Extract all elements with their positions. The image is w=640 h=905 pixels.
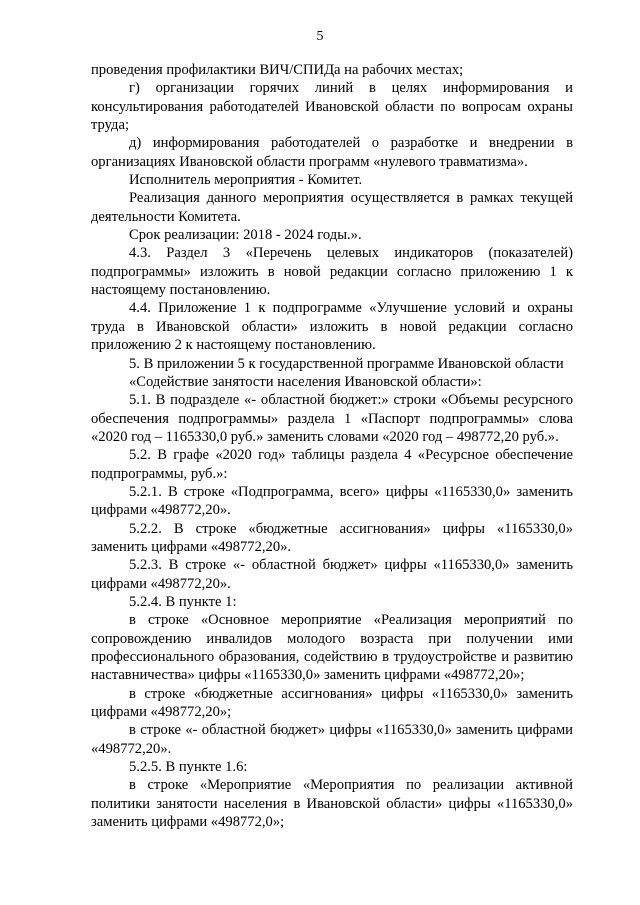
paragraph: 5. В приложении 5 к государственной программе Ивановской области <box>129 355 564 372</box>
paragraph: д) информирования работодателей о разработке и внедрении в организациях Ивановской области программ «нулевого травматизма». <box>91 135 573 170</box>
paragraph: 5.2.1. В строке «Подпрограмма, всего» цифры «1165330,0» заменить цифрами «498772,20». <box>91 483 573 519</box>
page-number: 5 <box>316 29 324 44</box>
paragraph: в строке «Основное мероприятие «Реализация мероприятий по сопровождению инвалидов молодого возраста при получении ими профессионального образования, содействию в трудоустройстве и развитию наставничества» цифры «1165330,0» заменить цифрами «498772,20»; <box>91 612 573 684</box>
paragraph: г) организации горячих линий в целях информирования и консультирования работодателей Ивановской области по вопросам охраны труда; <box>91 80 573 134</box>
paragraph: Срок реализации: 2018 - 2024 годы.». <box>129 227 362 244</box>
paragraph: 5.2. В графе «2020 год» таблицы раздела 4 «Ресурсное обеспечение подпрограммы, руб.»: <box>91 447 573 482</box>
paragraph: Реализация данного мероприятия осуществляется в рамках текущей деятельности Комитета. <box>91 190 573 225</box>
paragraph: 5.2.4. В пункте 1: <box>129 593 237 610</box>
paragraph: 5.2.2. В строке «бюджетные ассигнования» цифры «1165330,0» заменить цифрами «498772,20». <box>91 520 573 555</box>
paragraph: в строке «- областной бюджет» цифры «1165330,0» заменить цифрами «498772,20». <box>91 722 573 757</box>
paragraph: 4.3. Раздел 3 «Перечень целевых индикаторов (показателей) подпрограммы» изложить в новой редакции согласно приложению 1 к настоящему постановлению. <box>91 245 573 299</box>
document-body <box>91 61 573 831</box>
paragraph: 4.4. Приложение 1 к подпрограмме «Улучшение условий и охраны труда в Ивановской области» изложить в новой редакции согласно приложению 2 к настоящему постановлению. <box>91 300 573 354</box>
paragraph: «Содействие занятости населения Ивановской области»: <box>129 373 482 390</box>
paragraph: 5.2.5. В пункте 1.6: <box>129 759 248 776</box>
paragraph: Исполнитель мероприятия - Комитет. <box>129 172 363 189</box>
paragraph: в строке «бюджетные ассигнования» цифры «1165330,0» заменить цифрами «498772,20»; <box>91 685 573 721</box>
paragraph: проведения профилактики ВИЧ/СПИДа на рабочих местах; <box>91 62 464 78</box>
paragraph: 5.1. В подразделе «- областной бюджет:» строки «Объемы ресурсного обеспечения подпрограммы» раздела 1 «Паспорт подпрограммы» слова «2020 год – 1165330,0 руб.» заменить словами «2020 год – 498772,20 руб.». <box>91 392 573 445</box>
paragraph: 5.2.3. В строке «- областной бюджет» цифры «1165330,0» заменить цифрами «498772,20». <box>91 557 573 592</box>
paragraph: в строке «Мероприятие «Мероприятия по реализации активной политики занятости населения в Ивановской области» цифры «1165330,0» заменить цифрами «498772,0»; <box>91 777 573 831</box>
